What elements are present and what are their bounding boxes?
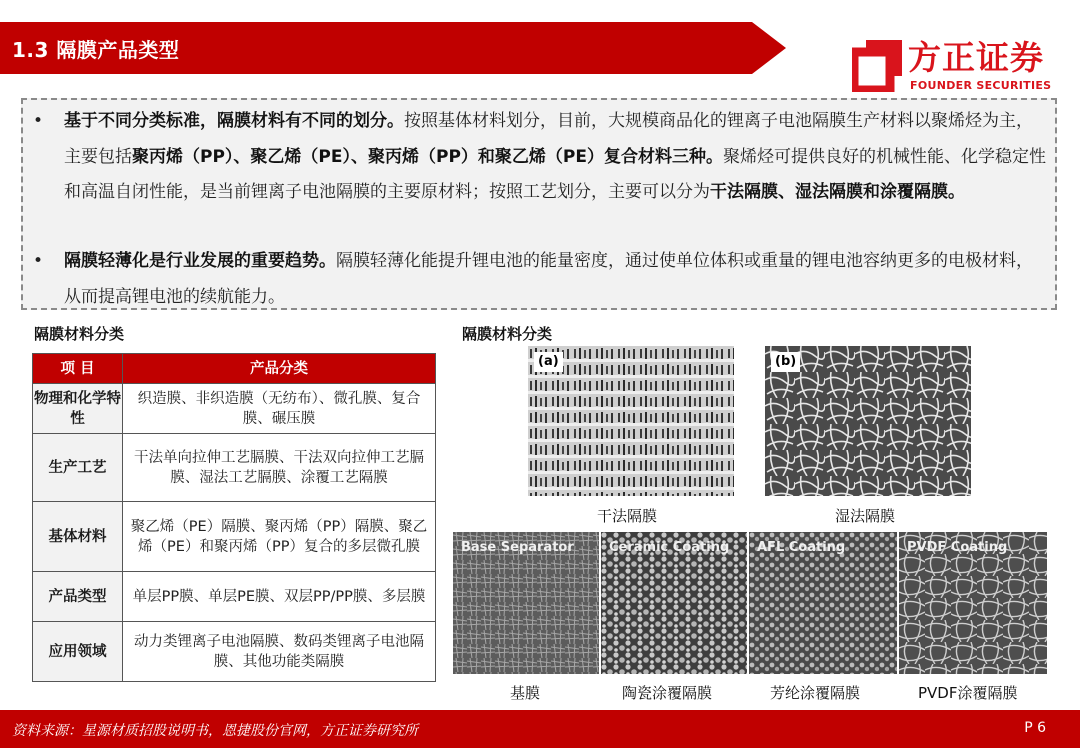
bullet-1-lead: 基于不同分类标准，隔膜材料有不同的划分。 [64,111,404,131]
afl-coating-micrograph [749,532,897,674]
afl-coating-label: AFL Coating [757,540,846,555]
table-row-value: 聚乙烯（PE）隔膜、聚丙烯（PP）隔膜、聚乙烯（PE）和聚丙烯（PP）复合的多层微孔膜 [123,502,436,572]
bullet-1-text-2: 聚烯烃可提供良好的机械性能、化学稳定性和高温自闭性能，是当前锂离子电池隔膜的主要原材料；按照工艺划分，主要可以分为 [64,146,1046,202]
table-row-key: 物理和化学特性 [33,384,123,434]
wet-separator-micrograph [765,346,971,496]
title-banner [0,22,786,74]
summary-box [21,98,1057,310]
pvdf-coating-caption: PVDF涂覆隔膜 [918,684,1018,702]
table-row-key: 基体材料 [33,502,123,572]
wet-separator-caption: 湿法隔膜 [835,507,896,525]
ceramic-coating-micrograph [601,532,747,674]
founder-logo-icon [852,38,904,92]
bullet-item-2 [31,244,1049,315]
image-tag-a: (a) [534,352,563,372]
bullet-item-1 [31,104,1049,211]
table-row-key: 生产工艺 [33,434,123,502]
table-row-value: 干法单向拉伸工艺膈膜、干法双向拉伸工艺膈膜、湿法工艺膈膜、涂覆工艺隔膜 [123,434,436,502]
bullet-1-text: 按照基体材料划分，目前，大规模商品化的锂离子电池隔膜生产材料以聚烯烃为主，主要包括 [64,111,1033,167]
table-row-key: 应用领域 [33,622,123,682]
image-tag-b: (b) [771,352,800,372]
table-section-label: 隔膜材料分类 [34,325,125,343]
pvdf-coating-label: PVDF Coating [907,540,1008,555]
source-note: 资料来源：星源材质招股说明书，恩捷股份官网，方正证券研究所 [12,723,418,739]
logo-english-name: FOUNDER SECURITIES [910,79,1052,92]
footer-bar [0,710,1080,748]
page-number: P 6 [1024,720,1046,736]
table-row-key: 产品类型 [33,572,123,622]
bullet-2-text: 隔膜轻薄化能提升锂电池的能量密度，通过使单位体积或重量的锂电池容纳更多的电极材料，从而提高锂电池的续航能力。 [64,251,1033,307]
founder-logo [852,28,1064,98]
base-separator-label: Base Separator [461,540,574,555]
table-row-value: 织造膜、非织造膜（无纺布）、微孔膜、复合膜、碾压膜 [123,384,436,434]
table-header-category: 产品分类 [123,354,436,384]
bullet-1-highlight-2: 干法隔膜、湿法隔膜和涂覆隔膜。 [710,182,965,202]
table-row [33,384,436,434]
bullet-1-highlight: 聚丙烯（PP）、聚乙烯（PE）、聚丙烯（PP）和聚乙烯（PE）复合材料三种。 [132,146,723,167]
base-separator-caption: 基膜 [510,684,541,702]
table-row [33,434,436,502]
base-separator-micrograph [453,532,599,674]
page-title: 1.3 隔膜产品类型 [12,38,180,62]
bullet-dot-icon: • [33,111,44,131]
table-row [33,572,436,622]
bullet-dot-icon: • [33,251,44,271]
afl-coating-caption: 芳纶涂覆隔膜 [770,684,861,702]
table-row [33,622,436,682]
table-header-item: 项 目 [33,354,123,384]
ceramic-coating-caption: 陶瓷涂覆隔膜 [622,684,713,702]
table-header-row [33,354,436,384]
dry-separator-caption: 干法隔膜 [597,507,658,525]
classification-table [32,353,436,682]
dry-separator-micrograph [528,346,734,496]
bullet-2-lead: 隔膜轻薄化是行业发展的重要趋势。 [64,251,336,271]
images-section-label: 隔膜材料分类 [462,325,553,343]
table-row [33,502,436,572]
table-row-value: 动力类锂离子电池隔膜、数码类锂离子电池隔膜、其他功能类隔膜 [123,622,436,682]
table-row-value: 单层PP膜、单层PE膜、双层PP/PP膜、多层膜 [123,572,436,622]
ceramic-coating-label: Ceramic Coating [609,540,730,555]
logo-chinese-name: 方正证券 [908,38,1044,77]
pvdf-coating-micrograph [899,532,1047,674]
